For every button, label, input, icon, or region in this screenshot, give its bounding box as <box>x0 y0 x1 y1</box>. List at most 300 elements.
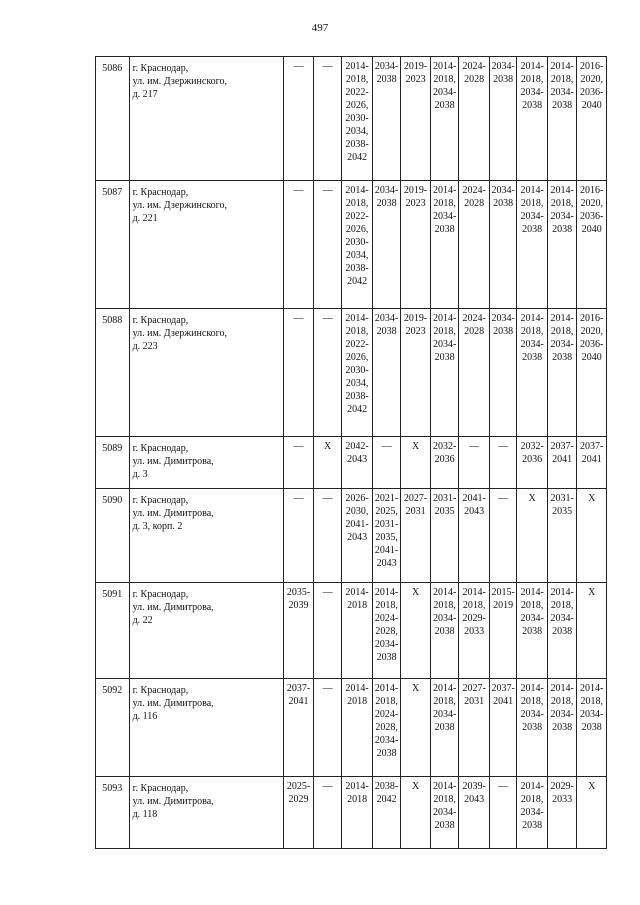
period-value: 2035, <box>375 532 398 543</box>
period-cell <box>517 57 548 181</box>
period-cell <box>517 489 548 583</box>
period-value: 2038 <box>376 652 397 663</box>
period-value: X <box>411 441 420 452</box>
table-row <box>96 437 607 489</box>
period-value: 2033 <box>464 626 485 637</box>
period-value: 2020, <box>580 74 603 85</box>
address-line: ул. им. Дзержинского, <box>132 76 228 87</box>
period-value: 2014- <box>374 587 399 598</box>
period-value: 2024- <box>462 313 486 324</box>
row-number: 5092 <box>96 679 130 777</box>
address-cell <box>129 583 284 679</box>
period-value: — <box>322 185 333 196</box>
period-value: 2014- <box>462 587 486 598</box>
period-cell <box>313 679 342 777</box>
period-value: 2041 <box>288 696 309 707</box>
period-value: 2038 <box>522 224 543 235</box>
period-value: X <box>528 493 536 504</box>
period-value: 2014- <box>432 781 457 792</box>
period-value: 2029 <box>288 794 309 805</box>
period-value: 2034- <box>432 211 457 222</box>
period-value: 2014- <box>345 781 369 792</box>
period-value: 2018, <box>520 326 544 337</box>
period-value: 2018, <box>345 198 369 209</box>
period-cell <box>577 181 607 309</box>
period-cell <box>313 309 342 437</box>
period-value: 2024- <box>462 185 486 196</box>
period-cell <box>372 777 401 849</box>
period-value: 2042 <box>347 404 368 415</box>
period-value: 2035 <box>434 506 455 517</box>
address-line: г. Краснодар, <box>132 495 189 506</box>
period-value: 2018, <box>520 696 544 707</box>
period-value: 2035 <box>552 506 573 517</box>
period-value: 2018, <box>462 600 486 611</box>
row-number: 5087 <box>96 181 130 309</box>
period-cell <box>372 583 401 679</box>
period-value: 2041 <box>581 454 602 465</box>
address-line: г. Краснодар, <box>132 443 189 454</box>
period-value: 2037- <box>580 441 604 452</box>
period-cell <box>547 437 577 489</box>
period-value: 2038 <box>434 820 455 831</box>
period-value: 2018 <box>347 696 368 707</box>
period-value: 2039 <box>288 600 309 611</box>
period-value: 2032- <box>432 441 457 452</box>
period-cell <box>284 437 314 489</box>
period-value: 2016- <box>580 61 604 72</box>
period-value: 2022- <box>345 87 369 98</box>
period-value: X <box>588 493 596 504</box>
period-value: 2018, <box>433 74 456 85</box>
period-value: 2034- <box>491 313 515 324</box>
period-value: 2031 <box>464 696 485 707</box>
period-value: — <box>322 587 333 598</box>
period-cell <box>313 437 342 489</box>
period-value: 2038 <box>376 198 397 209</box>
period-cell <box>547 57 577 181</box>
period-cell <box>372 57 401 181</box>
row-number: 5093 <box>96 777 130 849</box>
period-value: 2034- <box>374 185 399 196</box>
period-value: 2034, <box>345 378 369 389</box>
period-value: 2040 <box>581 352 602 363</box>
period-value: 2042 <box>347 276 368 287</box>
period-cell <box>459 583 490 679</box>
period-value: 2038 <box>581 722 602 733</box>
period-value: 2038- <box>345 139 369 150</box>
period-value: 2026, <box>345 224 369 235</box>
table-body <box>96 57 607 849</box>
table-row <box>96 583 607 679</box>
address-line: ул. им. Димитрова, <box>132 698 214 709</box>
address-cell <box>129 309 284 437</box>
period-value: 2014- <box>374 683 399 694</box>
period-value: 2018, <box>550 198 574 209</box>
period-cell <box>401 777 431 849</box>
period-value: 2014- <box>432 683 457 694</box>
period-cell <box>547 583 577 679</box>
period-value: 2038 <box>493 74 514 85</box>
period-cell <box>517 583 548 679</box>
period-cell <box>459 679 490 777</box>
period-value: X <box>411 781 420 792</box>
period-value: — <box>322 313 333 324</box>
period-cell <box>284 583 314 679</box>
period-value: 2043 <box>464 794 485 805</box>
address-line: ул. им. Дзержинского, <box>132 200 228 211</box>
period-value: 2014- <box>550 587 574 598</box>
period-value: 2038 <box>552 626 573 637</box>
period-cell <box>401 181 431 309</box>
period-cell <box>342 777 373 849</box>
period-value: — <box>469 441 480 452</box>
period-value: 2040 <box>581 100 602 111</box>
period-value: — <box>498 493 509 504</box>
period-cell <box>547 489 577 583</box>
period-cell <box>430 437 459 489</box>
period-value: 2038 <box>522 722 543 733</box>
period-value: 2016- <box>580 185 604 196</box>
period-value: 2036- <box>580 339 604 350</box>
period-value: X <box>588 587 596 598</box>
period-value: 2018, <box>375 696 398 707</box>
period-value: 2034- <box>432 87 457 98</box>
period-cell <box>401 679 431 777</box>
period-value: 2030, <box>345 506 369 517</box>
address-line: г. Краснодар, <box>132 63 189 74</box>
period-value: 2038 <box>493 326 514 337</box>
period-value: 2024- <box>462 61 486 72</box>
period-cell <box>577 309 607 437</box>
period-value: 2026- <box>345 493 369 504</box>
address-line: г. Краснодар, <box>132 685 189 696</box>
period-value: — <box>381 441 392 452</box>
table-row <box>96 181 607 309</box>
address-line: ул. им. Димитрова, <box>132 796 214 807</box>
period-value: 2014- <box>345 61 369 72</box>
period-cell <box>342 679 373 777</box>
period-cell <box>517 181 548 309</box>
period-value: 2040 <box>581 224 602 235</box>
period-cell <box>547 679 577 777</box>
row-number: 5088 <box>96 309 130 437</box>
period-cell <box>430 309 459 437</box>
period-value: 2034, <box>345 126 369 137</box>
period-value: 2042- <box>345 441 369 452</box>
period-value: 2034- <box>550 211 574 222</box>
period-value: 2020, <box>580 198 603 209</box>
period-value: 2038 <box>522 352 543 363</box>
period-cell <box>577 437 607 489</box>
period-value: X <box>588 781 596 792</box>
period-cell <box>517 309 548 437</box>
period-cell <box>372 679 401 777</box>
address-cell <box>129 437 284 489</box>
period-cell <box>430 777 459 849</box>
period-value: 2018, <box>520 74 544 85</box>
period-cell <box>489 583 516 679</box>
period-value: 2038- <box>345 391 369 402</box>
period-value: 2038 <box>434 722 455 733</box>
period-value: 2014- <box>345 313 369 324</box>
period-cell <box>284 309 314 437</box>
period-cell <box>401 437 431 489</box>
address-line: г. Краснодар, <box>132 187 189 198</box>
period-value: 2034- <box>520 211 544 222</box>
period-value: 2037- <box>550 441 574 452</box>
period-cell <box>401 583 431 679</box>
period-value: 2024- <box>374 709 399 720</box>
period-value: 2038- <box>374 781 399 792</box>
period-value: 2034- <box>432 709 457 720</box>
period-value: 2034- <box>520 87 544 98</box>
period-cell <box>489 437 516 489</box>
period-value: — <box>293 493 304 504</box>
period-value: 2022- <box>345 339 369 350</box>
period-value: 2038 <box>522 100 543 111</box>
period-value: 2018, <box>550 326 574 337</box>
period-value: 2023 <box>405 326 426 337</box>
period-value: 2034- <box>520 339 544 350</box>
period-cell <box>342 437 373 489</box>
period-value: 2038 <box>376 748 397 759</box>
period-value: 2018, <box>433 326 456 337</box>
period-value: 2014- <box>520 781 544 792</box>
period-value: 2038 <box>552 352 573 363</box>
period-value: 2024- <box>374 613 399 624</box>
address-line: д. 118 <box>132 809 158 820</box>
table-row <box>96 309 607 437</box>
period-value: 2014- <box>550 185 574 196</box>
period-cell <box>284 679 314 777</box>
period-value: 2042 <box>347 152 368 163</box>
period-cell <box>459 181 490 309</box>
period-cell <box>517 679 548 777</box>
period-cell <box>547 777 577 849</box>
period-value: 2018, <box>345 326 369 337</box>
period-value: 2041- <box>462 493 486 504</box>
period-value: 2014- <box>432 61 457 72</box>
page-number: 497 <box>311 22 329 34</box>
period-cell <box>372 437 401 489</box>
address-line: г. Краснодар, <box>132 589 189 600</box>
period-cell <box>342 57 373 181</box>
period-value: 2026, <box>345 100 369 111</box>
period-value: 2030- <box>345 113 369 124</box>
period-cell <box>517 437 548 489</box>
period-cell <box>313 777 342 849</box>
period-value: X <box>411 587 420 598</box>
period-value: 2038 <box>552 224 573 235</box>
period-value: 2039- <box>462 781 486 792</box>
period-value: 2036 <box>522 454 543 465</box>
address-cell <box>129 57 284 181</box>
address-cell <box>129 489 284 583</box>
period-cell <box>313 181 342 309</box>
period-cell <box>284 57 314 181</box>
period-cell <box>430 57 459 181</box>
period-value: 2014- <box>550 313 574 324</box>
period-value: 2038 <box>552 100 573 111</box>
period-value: 2014- <box>520 313 544 324</box>
period-value: 2025, <box>375 506 398 517</box>
period-value: 2014- <box>345 683 369 694</box>
period-value: 2018, <box>375 600 398 611</box>
period-value: 2018, <box>520 198 544 209</box>
row-number: 5089 <box>96 437 130 489</box>
period-cell <box>342 181 373 309</box>
table-row <box>96 489 607 583</box>
period-value: 2018, <box>345 74 369 85</box>
period-cell <box>342 583 373 679</box>
period-cell <box>430 181 459 309</box>
period-value: 2032- <box>520 441 544 452</box>
period-value: 2029- <box>462 613 486 624</box>
period-value: X <box>411 683 420 694</box>
address-line: д. 3, корп. 2 <box>132 521 183 532</box>
period-value: 2031- <box>432 493 457 504</box>
repair-schedule-table <box>95 56 607 849</box>
period-value: 2028 <box>464 326 485 337</box>
period-value: 2014- <box>345 587 369 598</box>
period-value: 2014- <box>580 683 604 694</box>
period-value: 2038- <box>345 263 369 274</box>
period-cell <box>284 489 314 583</box>
period-cell <box>313 489 342 583</box>
address-line: ул. им. Димитрова, <box>132 508 214 519</box>
period-value: X <box>323 441 332 452</box>
period-value: 2028, <box>375 626 398 637</box>
period-cell <box>401 57 431 181</box>
period-value: 2016- <box>580 313 604 324</box>
period-value: 2038 <box>434 352 455 363</box>
period-value: 2014- <box>520 683 544 694</box>
period-value: 2018, <box>520 794 544 805</box>
period-value: 2031- <box>374 519 399 530</box>
period-value: 2014- <box>432 313 457 324</box>
period-value: 2022- <box>345 211 369 222</box>
period-value: 2030- <box>345 365 369 376</box>
table-row <box>96 777 607 849</box>
period-value: 2019- <box>403 61 428 72</box>
period-value: 2036- <box>580 211 604 222</box>
period-cell <box>430 583 459 679</box>
period-cell <box>372 181 401 309</box>
period-cell <box>489 679 516 777</box>
period-cell <box>577 679 607 777</box>
period-cell <box>459 309 490 437</box>
period-value: 2041- <box>345 519 369 530</box>
period-value: 2028 <box>464 198 485 209</box>
period-cell <box>547 309 577 437</box>
period-value: 2020, <box>580 326 603 337</box>
period-value: 2034- <box>432 807 457 818</box>
period-value: 2034- <box>374 735 399 746</box>
period-cell <box>489 57 516 181</box>
period-value: 2018, <box>550 74 574 85</box>
period-cell <box>401 309 431 437</box>
period-cell <box>401 489 431 583</box>
period-cell <box>489 489 516 583</box>
period-value: 2041 <box>493 696 514 707</box>
period-value: 2042 <box>376 794 397 805</box>
period-value: 2018, <box>433 696 456 707</box>
period-value: 2025- <box>286 781 311 792</box>
period-value: 2014- <box>520 61 544 72</box>
period-cell <box>342 309 373 437</box>
period-value: 2038 <box>434 224 455 235</box>
period-value: 2014- <box>432 185 457 196</box>
period-value: 2038 <box>376 74 397 85</box>
period-value: 2034- <box>491 61 515 72</box>
period-value: 2038 <box>522 626 543 637</box>
period-value: 2034- <box>432 339 457 350</box>
period-value: — <box>322 493 333 504</box>
period-cell <box>430 489 459 583</box>
period-value: 2014- <box>550 683 574 694</box>
period-value: 2018 <box>347 600 368 611</box>
period-value: — <box>322 683 333 694</box>
period-value: 2018, <box>433 794 456 805</box>
period-value: — <box>293 441 304 452</box>
period-value: 2028 <box>464 74 485 85</box>
period-value: 2043 <box>347 532 368 543</box>
period-value: — <box>498 781 509 792</box>
period-value: 2019- <box>403 185 428 196</box>
period-cell <box>459 489 490 583</box>
period-cell <box>577 583 607 679</box>
period-value: 2036- <box>580 87 604 98</box>
period-cell <box>489 309 516 437</box>
period-value: 2034, <box>345 250 369 261</box>
period-value: 2014- <box>550 61 574 72</box>
period-value: 2034- <box>374 61 399 72</box>
address-line: д. 116 <box>132 711 158 722</box>
address-line: г. Краснодар, <box>132 783 189 794</box>
period-value: 2041- <box>374 545 399 556</box>
address-cell <box>129 181 284 309</box>
address-line: д. 221 <box>132 213 158 224</box>
period-value: 2023 <box>405 198 426 209</box>
address-line: д. 223 <box>132 341 158 352</box>
period-value: 2014- <box>432 587 457 598</box>
period-cell <box>459 777 490 849</box>
period-value: 2035- <box>286 587 311 598</box>
table-row <box>96 57 607 181</box>
period-value: 2038 <box>434 626 455 637</box>
address-line: д. 217 <box>132 89 158 100</box>
period-value: 2029- <box>550 781 574 792</box>
period-value: 2034- <box>550 709 574 720</box>
period-value: 2015- <box>491 587 515 598</box>
row-number: 5086 <box>96 57 130 181</box>
period-cell <box>547 181 577 309</box>
period-cell <box>313 57 342 181</box>
table-row <box>96 679 607 777</box>
row-number: 5091 <box>96 583 130 679</box>
period-value: 2033 <box>552 794 573 805</box>
period-value: 2034- <box>550 613 574 624</box>
period-value: — <box>293 185 304 196</box>
period-value: — <box>322 61 333 72</box>
period-value: 2034- <box>374 639 399 650</box>
row-number: 5090 <box>96 489 130 583</box>
period-value: 2043 <box>376 558 397 569</box>
period-value: 2027- <box>462 683 486 694</box>
period-value: 2014- <box>520 587 544 598</box>
period-value: 2034- <box>550 339 574 350</box>
